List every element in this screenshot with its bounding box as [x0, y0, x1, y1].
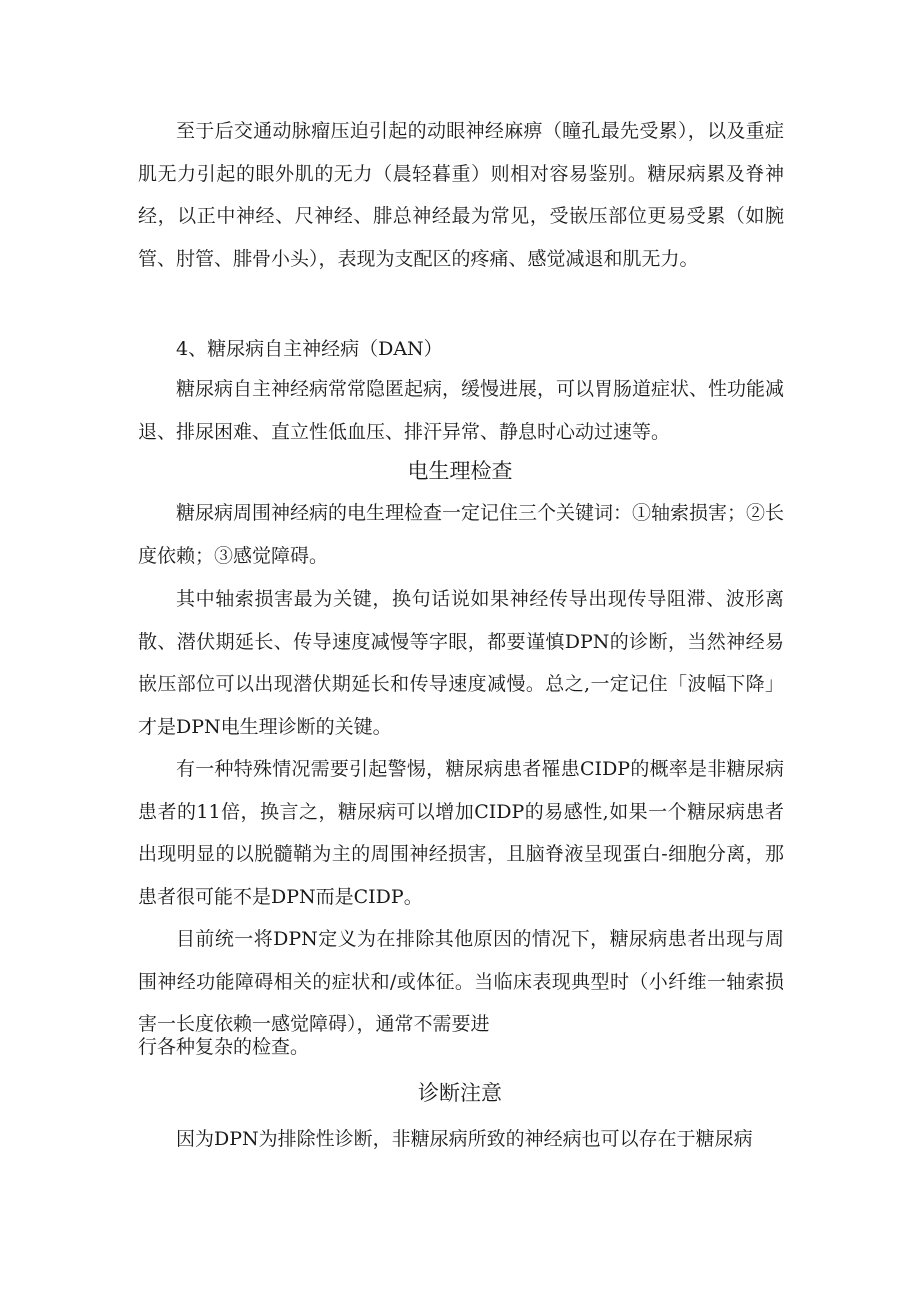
paragraph-dpn-definition: 目前统一将DPN定义为在排除其他原因的情况下，糖尿病患者出现与周围神经功能障碍相关的症状和/或体征。当临床表现典型时（小纤维一轴索损害一长度依赖一感觉障碍），通常不需要进 [138, 928, 784, 1035]
section-title-dan: 4、糖尿病自主神经病（DAN） [176, 338, 443, 360]
heading-diagnosis-notes: 诊断注意 [418, 1081, 502, 1105]
paragraph-cidp-warning: 有一种特殊情况需要引起警惕，糖尿病患者罹患CIDP的概率是非糖尿病患者的11倍，换言之，糖尿病可以增加CIDP的易感性,如果一个糖尿病患者出现明显的以脱髓鞘为主的周围神经损害，且脑脊液呈现蛋白-细胞分离，那患者很可能不是DPN而是CIDP。 [138, 758, 784, 908]
paragraph-three-keywords: 糖尿病周围神经病的电生理检查一定记住三个关键词：①轴索损害；②长度依赖；③感觉障碍。 [138, 502, 785, 567]
paragraph-oculomotor-diff: 至于后交通动脉瘤压迫引起的动眼神经麻痹（瞳孔最先受累），以及重症肌无力引起的眼外肌的无力（晨轻暮重）则相对容易鉴别。糖尿病累及脊神经，以正中神经、尺神经、腓总神经最为常见，受嵌压部位更易受累（如腕管、肘管、腓骨小头），表现为支配区的疼痛、感觉减退和肌无力。 [138, 120, 784, 270]
paragraph-dan-description: 糖尿病自主神经病常常隐匿起病，缓慢进展，可以胃肠道症状、性功能减退、排尿困难、直立性低血压、排汗异常、静息时心动过速等。 [138, 378, 785, 443]
paragraph-dpn-definition-tail: 行各种复杂的检查。 [138, 1036, 310, 1058]
paragraph-axonal-damage: 其中轴索损害最为关键，换句话说如果神经传导出现传导阻滞、波形离散、潜伏期延长、传导速度减慢等字眼，都要谨慎DPN的诊断，当然神经易嵌压部位可以出现潜伏期延长和传导速度减慢。总之,一定记住「波幅下降」才是DPN电生理诊断的关键。 [138, 588, 784, 738]
paragraph-exclusion-diagnosis: 因为DPN为排除性诊断，非糖尿病所致的神经病也可以存在于糖尿病 [176, 1128, 753, 1150]
heading-electrophysiology: 电生理检查 [407, 459, 513, 483]
